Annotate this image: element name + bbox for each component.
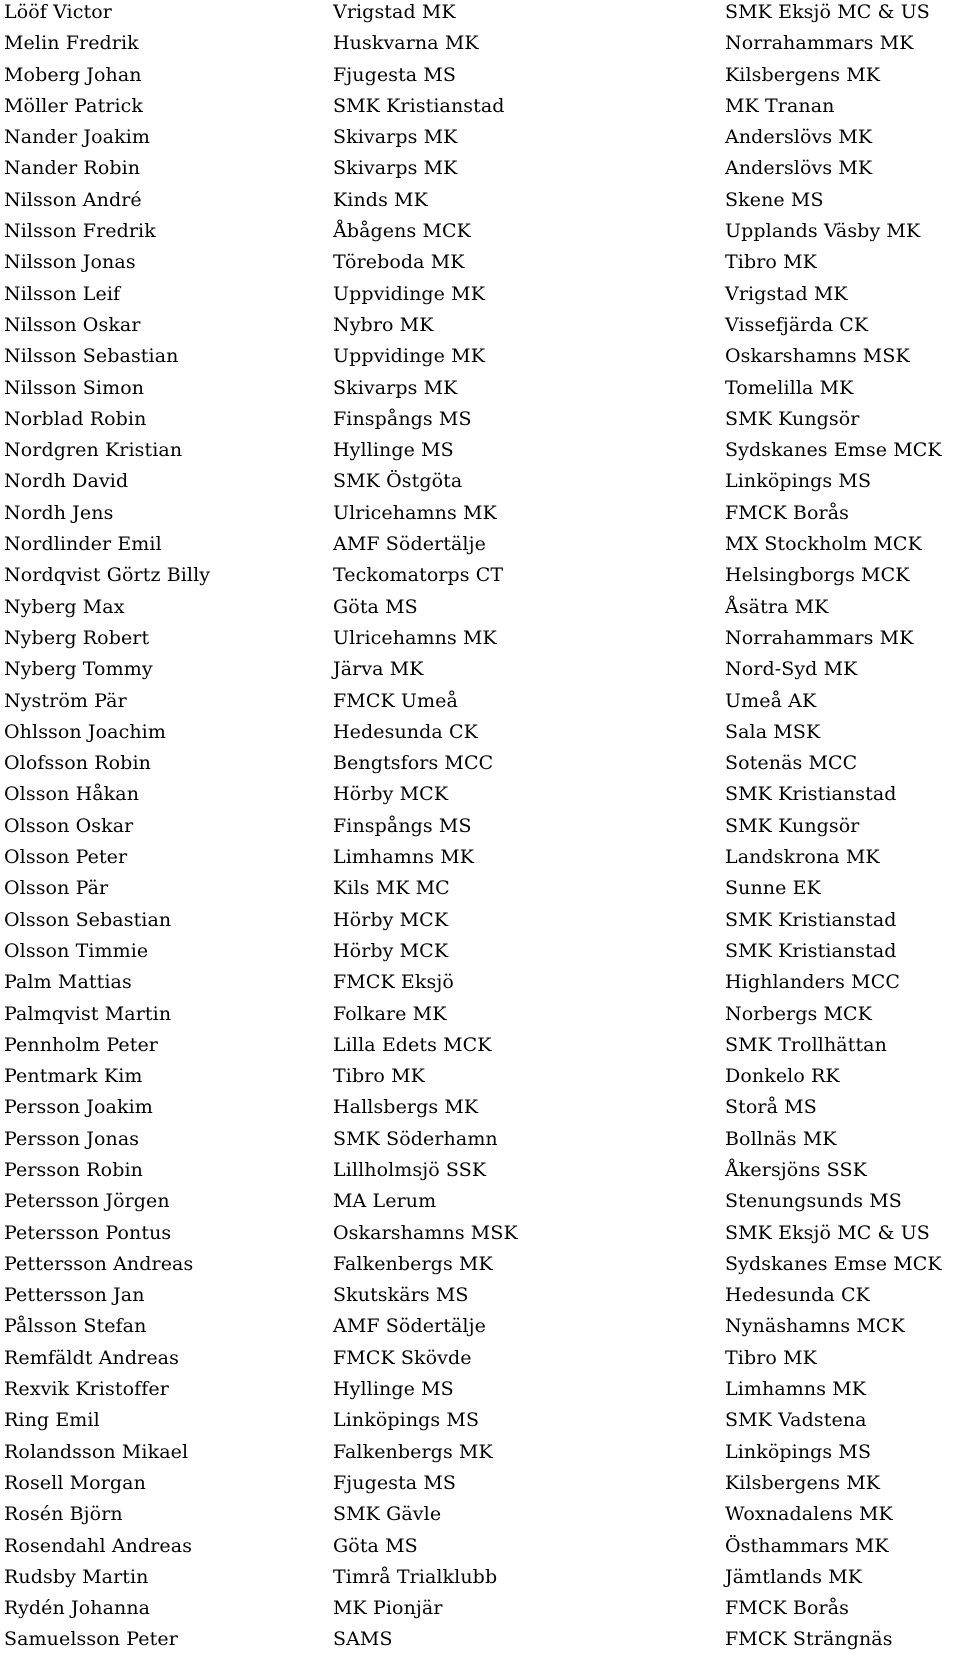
rider-club: SMK Östgöta [333, 470, 463, 493]
rider-district: Norrahammars MK [725, 32, 914, 55]
rider-club: Skivarps MK [333, 126, 458, 149]
table-row [0, 1502, 960, 1533]
rider-name: Nilsson Oskar [4, 313, 141, 336]
rider-name: Rudsby Martin [4, 1565, 149, 1588]
rider-club: Skivarps MK [333, 157, 458, 180]
rider-district: SMK Eksjö MC & US [725, 1, 930, 23]
rider-district: Jämtlands MK [725, 1565, 863, 1588]
rider-name: Persson Robin [4, 1158, 143, 1181]
rider-name: Rexvik Kristoffer [4, 1378, 169, 1401]
rider-club: Timrå Trialklubb [333, 1565, 498, 1588]
rider-district: Sunne EK [725, 877, 821, 900]
rider-name: Petersson Pontus [4, 1221, 172, 1244]
table-row [0, 63, 960, 94]
rider-name: Nordlinder Emil [4, 533, 162, 556]
rider-district: Upplands Väsby MK [725, 220, 921, 243]
rider-club: FMCK Umeå [333, 689, 458, 712]
rider-district: Tibro MK [725, 1346, 817, 1369]
rider-club: Töreboda MK [333, 251, 465, 274]
table-row [0, 1596, 960, 1627]
table-row [0, 156, 960, 187]
rider-name: Remfäldt Andreas [4, 1346, 179, 1369]
rider-name: Rosendahl Andreas [4, 1534, 193, 1557]
table-row [0, 1565, 960, 1596]
rider-district: Åkersjöns SSK [725, 1158, 867, 1181]
table-row [0, 751, 960, 782]
table-row [0, 970, 960, 1001]
rider-club: Hallsbergs MK [333, 1096, 479, 1119]
rider-club: Ulricehamns MK [333, 501, 497, 524]
rider-club: Fjugesta MS [333, 1471, 457, 1494]
rider-club: Fjugesta MS [333, 63, 457, 86]
rider-club: FMCK Eksjö [333, 971, 454, 994]
rider-district: MK Tranan [725, 94, 835, 117]
rider-name: Petersson Jörgen [4, 1190, 170, 1213]
rider-district: SMK Kristianstad [725, 908, 897, 931]
rider-name: Nander Joakim [4, 126, 151, 149]
table-row [0, 1471, 960, 1502]
rider-district: Vrigstad MK [725, 282, 848, 305]
rider-name: Pettersson Jan [4, 1284, 145, 1307]
rider-name: Pålsson Stefan [4, 1315, 147, 1338]
rider-district: Nord-Syd MK [725, 658, 858, 681]
rider-district: Oskarshamns MSK [725, 345, 910, 368]
table-row [0, 1064, 960, 1095]
rider-district: Skene MS [725, 188, 824, 211]
rider-district: Umeå AK [725, 689, 817, 712]
rider-district: FMCK Borås [725, 1597, 849, 1620]
rider-name: Nordh David [4, 470, 129, 493]
table-row [0, 876, 960, 907]
table-row [0, 1252, 960, 1283]
table-row [0, 188, 960, 219]
rider-club: Skutskärs MS [333, 1284, 469, 1307]
table-row [0, 1346, 960, 1377]
rider-district: Sydskanes Emse MCK [725, 1252, 942, 1275]
rider-club: Hörby MCK [333, 939, 449, 962]
table-row [0, 313, 960, 344]
rider-name: Nordgren Kristian [4, 439, 183, 462]
rider-club: Hyllinge MS [333, 439, 454, 462]
rider-club: Huskvarna MK [333, 32, 479, 55]
rider-club: MA Lerum [333, 1190, 437, 1213]
rider-district: Linköpings MS [725, 470, 872, 493]
rider-club: Uppvidinge MK [333, 282, 486, 305]
rider-name: Nilsson Jonas [4, 251, 136, 274]
rider-name: Nilsson Sebastian [4, 345, 179, 368]
rider-district: Tomelilla MK [725, 376, 854, 399]
rider-name: Rolandsson Mikael [4, 1440, 189, 1463]
rider-name: Pettersson Andreas [4, 1252, 194, 1275]
rider-club: Göta MS [333, 1534, 418, 1557]
rider-district: SMK Kristianstad [725, 783, 897, 806]
rider-name: Rydén Johanna [4, 1597, 151, 1620]
table-row [0, 219, 960, 250]
rider-name: Nander Robin [4, 157, 141, 180]
rider-name: Nilsson André [4, 188, 142, 211]
rider-district: Helsingborgs MCK [725, 564, 910, 587]
rider-club: Skivarps MK [333, 376, 458, 399]
table-row [0, 0, 960, 31]
rider-name: Moberg Johan [4, 63, 142, 86]
table-row [0, 1627, 960, 1658]
table-row [0, 1002, 960, 1033]
table-row [0, 94, 960, 125]
rider-name: Nilsson Leif [4, 282, 121, 305]
rider-district: Donkelo RK [725, 1065, 840, 1088]
rider-district: Highlanders MCC [725, 971, 900, 994]
table-row [0, 1377, 960, 1408]
table-row [0, 1314, 960, 1345]
rider-club: Kils MK MC [333, 877, 450, 900]
rider-district: Sydskanes Emse MCK [725, 439, 942, 462]
table-row [0, 250, 960, 281]
table-row [0, 626, 960, 657]
rider-name: Nordqvist Görtz Billy [4, 564, 211, 587]
rider-name: Nyberg Max [4, 595, 125, 618]
table-row [0, 1095, 960, 1126]
table-row [0, 814, 960, 845]
rider-name: Rosell Morgan [4, 1471, 146, 1494]
rider-club: Finspångs MS [333, 814, 472, 837]
rider-district: Tibro MK [725, 251, 817, 274]
table-row [0, 657, 960, 688]
rider-name: Olofsson Robin [4, 752, 151, 775]
rider-district: Nynäshamns MCK [725, 1315, 905, 1338]
rider-name: Ohlsson Joachim [4, 720, 166, 743]
table-row [0, 1283, 960, 1314]
table-row [0, 31, 960, 62]
rider-district: Anderslövs MK [725, 126, 873, 149]
rider-district: SMK Trollhättan [725, 1033, 887, 1056]
rider-club: Göta MS [333, 595, 418, 618]
table-row [0, 1440, 960, 1471]
rider-name: Olsson Oskar [4, 814, 134, 837]
rider-club: Hyllinge MS [333, 1378, 454, 1401]
table-row [0, 282, 960, 313]
rider-district: FMCK Borås [725, 501, 849, 524]
rider-club: SMK Gävle [333, 1503, 442, 1526]
rider-name: Pentmark Kim [4, 1065, 143, 1088]
rider-district: Stenungsunds MS [725, 1190, 902, 1213]
table-row [0, 1158, 960, 1189]
rider-name: Olsson Håkan [4, 783, 140, 806]
rider-district: SMK Vadstena [725, 1409, 867, 1432]
rider-club: Hörby MCK [333, 908, 449, 931]
rider-district: FMCK Strängnäs [725, 1628, 893, 1651]
rider-club: SMK Söderhamn [333, 1127, 498, 1150]
rider-name: Lööf Victor [4, 1, 112, 23]
rider-club: FMCK Skövde [333, 1346, 472, 1369]
table-row [0, 1127, 960, 1158]
rider-club: Falkenbergs MK [333, 1252, 493, 1275]
rider-name: Palm Mattias [4, 971, 132, 994]
rider-club: Limhamns MK [333, 846, 475, 869]
table-row [0, 563, 960, 594]
rider-name: Norblad Robin [4, 407, 147, 430]
rider-club: SAMS [333, 1628, 393, 1651]
rider-district: Kilsbergens MK [725, 63, 881, 86]
table-row [0, 939, 960, 970]
rider-club: AMF Södertälje [333, 533, 486, 556]
rider-name: Olsson Pär [4, 877, 109, 900]
rider-club: Linköpings MS [333, 1409, 480, 1432]
rider-name: Nordh Jens [4, 501, 114, 524]
rider-club: Falkenbergs MK [333, 1440, 493, 1463]
rider-district: Anderslövs MK [725, 157, 873, 180]
rider-name: Nyberg Tommy [4, 658, 153, 681]
rider-name: Nyberg Robert [4, 626, 150, 649]
rider-name: Olsson Timmie [4, 939, 149, 962]
rider-club: Nybro MK [333, 313, 434, 336]
rider-district: SMK Kungsör [725, 407, 860, 430]
table-row [0, 125, 960, 156]
rider-district: Åsätra MK [725, 595, 829, 618]
table-row [0, 438, 960, 469]
rider-name: Nilsson Simon [4, 376, 145, 399]
rider-club: Hörby MCK [333, 783, 449, 806]
table-row [0, 595, 960, 626]
rider-name: Nilsson Fredrik [4, 220, 156, 243]
rider-name: Olsson Peter [4, 846, 128, 869]
rider-club: Ulricehamns MK [333, 626, 497, 649]
table-row [0, 689, 960, 720]
rider-club: MK Pionjär [333, 1597, 443, 1620]
table-row [0, 908, 960, 939]
rider-district: Norrahammars MK [725, 626, 914, 649]
rider-district: Storå MS [725, 1096, 817, 1119]
rider-club: AMF Södertälje [333, 1315, 486, 1338]
rider-club: Åbågens MCK [333, 220, 471, 243]
rider-district: Östhammars MK [725, 1534, 889, 1557]
rider-district: Norbergs MCK [725, 1002, 872, 1025]
rider-district: Sala MSK [725, 720, 821, 743]
rider-district: Limhamns MK [725, 1378, 867, 1401]
table-row [0, 407, 960, 438]
rider-name: Melin Fredrik [4, 32, 139, 55]
rider-district: SMK Eksjö MC & US [725, 1221, 930, 1244]
rider-name: Ring Emil [4, 1409, 100, 1432]
rider-club: Kinds MK [333, 188, 428, 211]
table-row [0, 845, 960, 876]
table-row [0, 532, 960, 563]
rider-club: Teckomatorps CT [333, 564, 504, 587]
rider-club: Hedesunda CK [333, 720, 478, 743]
rider-district: Vissefjärda CK [725, 313, 869, 336]
table-row [0, 1221, 960, 1252]
rider-name: Rosén Björn [4, 1503, 123, 1526]
rider-name: Nyström Pär [4, 689, 127, 712]
rider-district: Woxnadalens MK [725, 1503, 893, 1526]
rider-district: MX Stockholm MCK [725, 533, 922, 556]
table-row [0, 782, 960, 813]
rider-club: Järva MK [333, 658, 424, 681]
rider-club: Oskarshamns MSK [333, 1221, 518, 1244]
rider-district: Hedesunda CK [725, 1284, 870, 1307]
rider-name: Pennholm Peter [4, 1033, 158, 1056]
rider-district: SMK Kungsör [725, 814, 860, 837]
table-row [0, 1189, 960, 1220]
rider-club: SMK Kristianstad [333, 94, 505, 117]
rider-district: Linköpings MS [725, 1440, 872, 1463]
rider-district: Bollnäs MK [725, 1127, 837, 1150]
rider-district: Landskrona MK [725, 846, 880, 869]
rider-district: Sotenäs MCC [725, 752, 858, 775]
table-row [0, 501, 960, 532]
rider-name: Palmqvist Martin [4, 1002, 172, 1025]
rider-club: Folkare MK [333, 1002, 447, 1025]
rider-club: Vrigstad MK [333, 1, 456, 23]
rider-name: Persson Joakim [4, 1096, 153, 1119]
table-row [0, 1534, 960, 1565]
table-row [0, 1033, 960, 1064]
rider-name: Möller Patrick [4, 94, 144, 117]
rider-name: Samuelsson Peter [4, 1628, 178, 1651]
table-row [0, 469, 960, 500]
rider-name: Olsson Sebastian [4, 908, 172, 931]
table-row [0, 1408, 960, 1439]
rider-club: Bengtsfors MCC [333, 752, 494, 775]
rider-club: Lilla Edets MCK [333, 1033, 492, 1056]
table-row [0, 344, 960, 375]
rider-club: Finspångs MS [333, 407, 472, 430]
table-row [0, 376, 960, 407]
table-row [0, 720, 960, 751]
rider-club: Uppvidinge MK [333, 345, 486, 368]
rider-club: Tibro MK [333, 1065, 425, 1088]
rider-district: Kilsbergens MK [725, 1471, 881, 1494]
rider-name: Persson Jonas [4, 1127, 140, 1150]
rider-club: Lillholmsjö SSK [333, 1158, 487, 1181]
rider-district: SMK Kristianstad [725, 939, 897, 962]
